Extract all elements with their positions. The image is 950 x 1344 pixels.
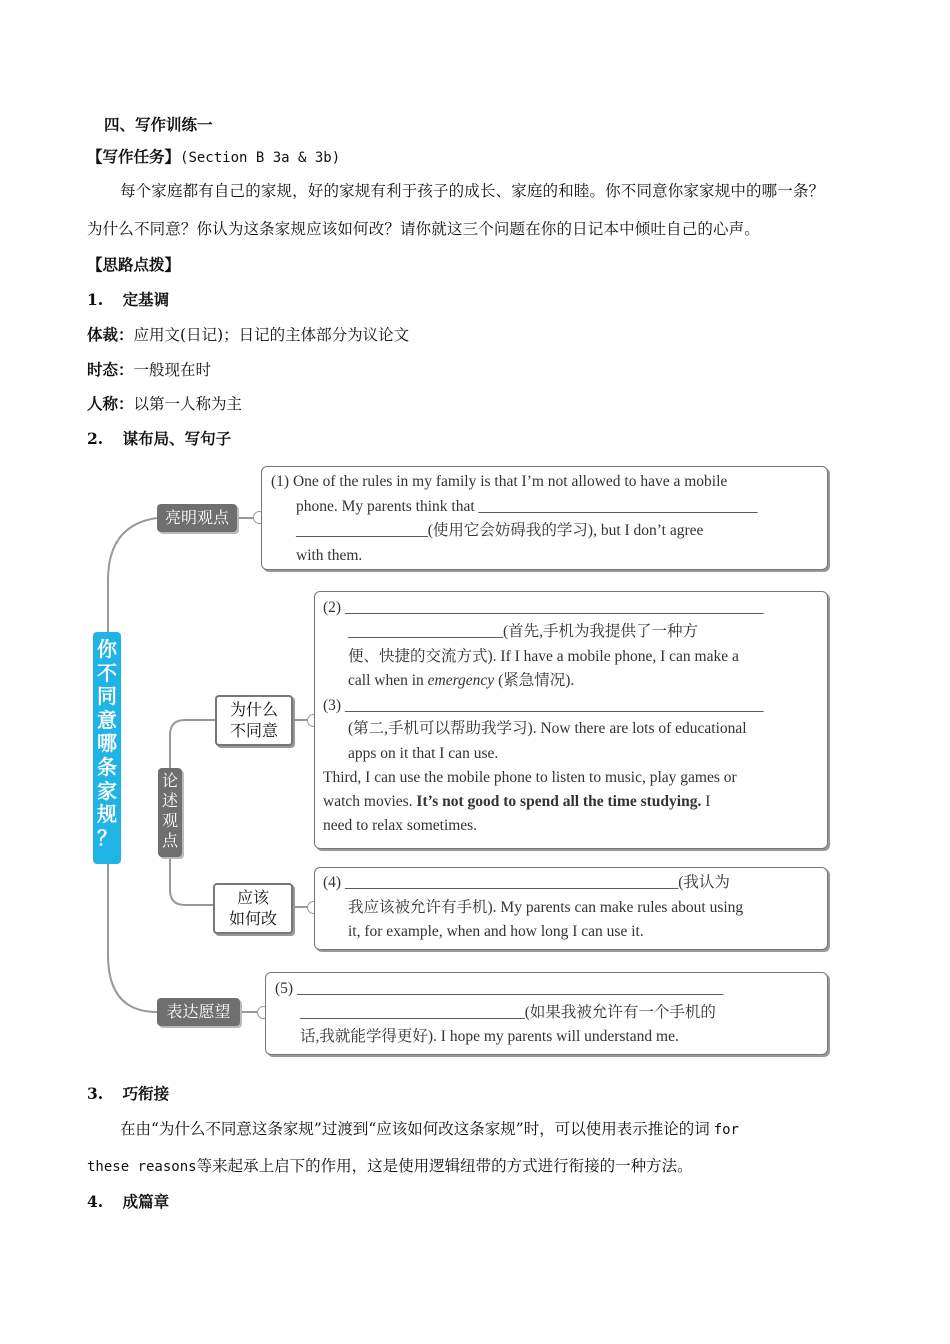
- box4-line-3: 话,我就能学得更好). I hope my parents will understand me.: [300, 1028, 679, 1045]
- box-how: [314, 867, 828, 950]
- step-3-para-1: [120, 1119, 739, 1140]
- step-1-num: 1.: [87, 290, 104, 309]
- box2-line-1: (2) ______________________________________________________: [323, 599, 764, 616]
- person-line: [87, 394, 242, 414]
- box1-line-2: phone. My parents think that ____________________________________: [296, 498, 758, 515]
- genre-label: 体裁：: [87, 325, 134, 344]
- box2-line-10: need to relax sometimes.: [323, 817, 478, 834]
- tense-value: 一般现在时: [133, 361, 212, 379]
- step-3-text-2a: these reasons: [87, 1159, 197, 1175]
- central-char: 意: [97, 707, 117, 732]
- tag-wish: 表达愿望: [157, 998, 240, 1026]
- box3-line-2: 我应该被允许有手机). My parents can make rules about using: [348, 899, 744, 916]
- argue-char: 观: [161, 811, 178, 830]
- box2-line-2: ____________________(首先,手机为我提供了一种方: [348, 623, 699, 640]
- central-char: 同: [97, 684, 117, 709]
- step-2-num: 2.: [87, 429, 104, 448]
- hints-heading: 【思路点拨】: [87, 255, 181, 274]
- tense-line: [87, 360, 211, 380]
- step-3-text-2b: 等来起承上启下的作用，这是使用逻辑纽带的方式进行衔接的一种方法。: [196, 1157, 693, 1175]
- step-4-num: 4.: [87, 1192, 104, 1211]
- central-char: 家: [97, 778, 117, 803]
- central-char: 你: [97, 637, 117, 661]
- task-code: (Section B 3a & 3b): [180, 150, 341, 166]
- box1-line-3: _________________(使用它会妨碍我的学习), but I don’t agree: [296, 522, 704, 539]
- genre-line: [87, 325, 409, 345]
- task-line-1: 每个家庭都有自己的家规，好的家规有利于孩子的成长、家庭的和睦。你不同意你家家规中的哪一条？: [120, 182, 825, 200]
- tag-how-line-2: 如何改: [228, 909, 277, 928]
- central-char: 不: [97, 660, 117, 685]
- box2-line-7: apps on it that I can use.: [348, 745, 499, 762]
- box-wish: [265, 972, 828, 1055]
- tense-label: 时态：: [87, 360, 134, 379]
- step-3-title: 巧衔接: [122, 1084, 170, 1103]
- box4-line-1: (5) _______________________________________________________: [275, 980, 724, 997]
- box1-line-4: with them.: [296, 547, 363, 564]
- task-line-2: 为什么不同意？你认为这条家规应该如何改？请你就这三个问题在你的日记本中倾吐自己的心声。: [87, 220, 760, 238]
- box2-line-6: (第二,手机可以帮助我学习). Now there are lots of educational: [348, 720, 747, 737]
- box-why: [314, 591, 828, 849]
- central-char: 规: [97, 802, 117, 827]
- box2-line-8: Third, I can use the mobile phone to listen to music, play games or: [323, 769, 737, 786]
- box2-line-9a: watch movies.: [323, 793, 417, 810]
- step-2-title: 谋布局、写句子: [122, 429, 232, 448]
- box2-line-4: [348, 671, 574, 691]
- tag-viewpoint: 亮明观点: [157, 504, 237, 532]
- box2-line-3: 便、快捷的交流方式). If I have a mobile phone, I can make a: [348, 648, 739, 665]
- central-char: ？: [97, 825, 117, 850]
- box3-line-3: it, for example, when and how long I can use it.: [348, 923, 644, 940]
- argue-char: 点: [161, 831, 178, 850]
- box2-line-9c: I: [701, 793, 711, 810]
- step-2-heading: [87, 429, 231, 449]
- step-1-heading: [87, 290, 169, 310]
- box2-line-4c: (紧急情况).: [494, 672, 575, 689]
- box4-line-2: _____________________________(如果我被允许有一个手机的: [300, 1004, 716, 1021]
- central-topic: [93, 632, 121, 864]
- box2-line-9: [323, 792, 710, 812]
- box2-line-4a: call when in: [348, 672, 428, 689]
- box2-emergency: emergency: [427, 672, 495, 689]
- person-label: 人称：: [87, 394, 134, 413]
- argue-tag: [158, 768, 182, 857]
- section-heading: 四、写作训练一: [104, 115, 213, 134]
- argue-char: 述: [161, 791, 178, 810]
- box-viewpoint: [261, 466, 828, 570]
- step-3-heading: [87, 1084, 169, 1104]
- step-3-num: 3.: [87, 1084, 104, 1103]
- tag-why-line-2: 不同意: [229, 721, 278, 740]
- connector-argue: [170, 720, 215, 770]
- task-label: 【写作任务】: [87, 147, 181, 166]
- step-3-text-1b: for: [713, 1122, 739, 1138]
- tag-why: [215, 695, 293, 746]
- box2-bold-sentence: It’s not good to spend all the time studying.: [416, 793, 702, 810]
- step-1-title: 定基调: [122, 290, 170, 309]
- box2-line-5: (3) ______________________________________________________: [323, 697, 764, 714]
- box1-line-1: (1) One of the rules in my family is that I’m not allowed to have a mobile: [271, 473, 728, 490]
- central-char: 条: [97, 754, 117, 779]
- central-char: 哪: [97, 731, 117, 756]
- step-4-title: 成篇章: [122, 1192, 170, 1211]
- connector-argue-how: [170, 850, 215, 905]
- genre-value: 应用文(日记)；日记的主体部分为议论文: [133, 326, 410, 344]
- step-3-para-2: [87, 1156, 693, 1177]
- step-4-heading: [87, 1192, 169, 1212]
- tag-how-line-1: 应该: [236, 888, 269, 907]
- person-value: 以第一人称为主: [133, 395, 243, 413]
- argue-char: 论: [161, 771, 178, 790]
- tag-how: [213, 883, 293, 934]
- box3-line-1: (4) ___________________________________________(我认为: [323, 874, 730, 891]
- writing-task: [87, 147, 340, 168]
- step-3-text-1a: 在由“为什么不同意这条家规”过渡到“应该如何改这条家规”时，可以使用表示推论的词: [120, 1120, 710, 1138]
- tag-why-line-1: 为什么: [229, 700, 278, 719]
